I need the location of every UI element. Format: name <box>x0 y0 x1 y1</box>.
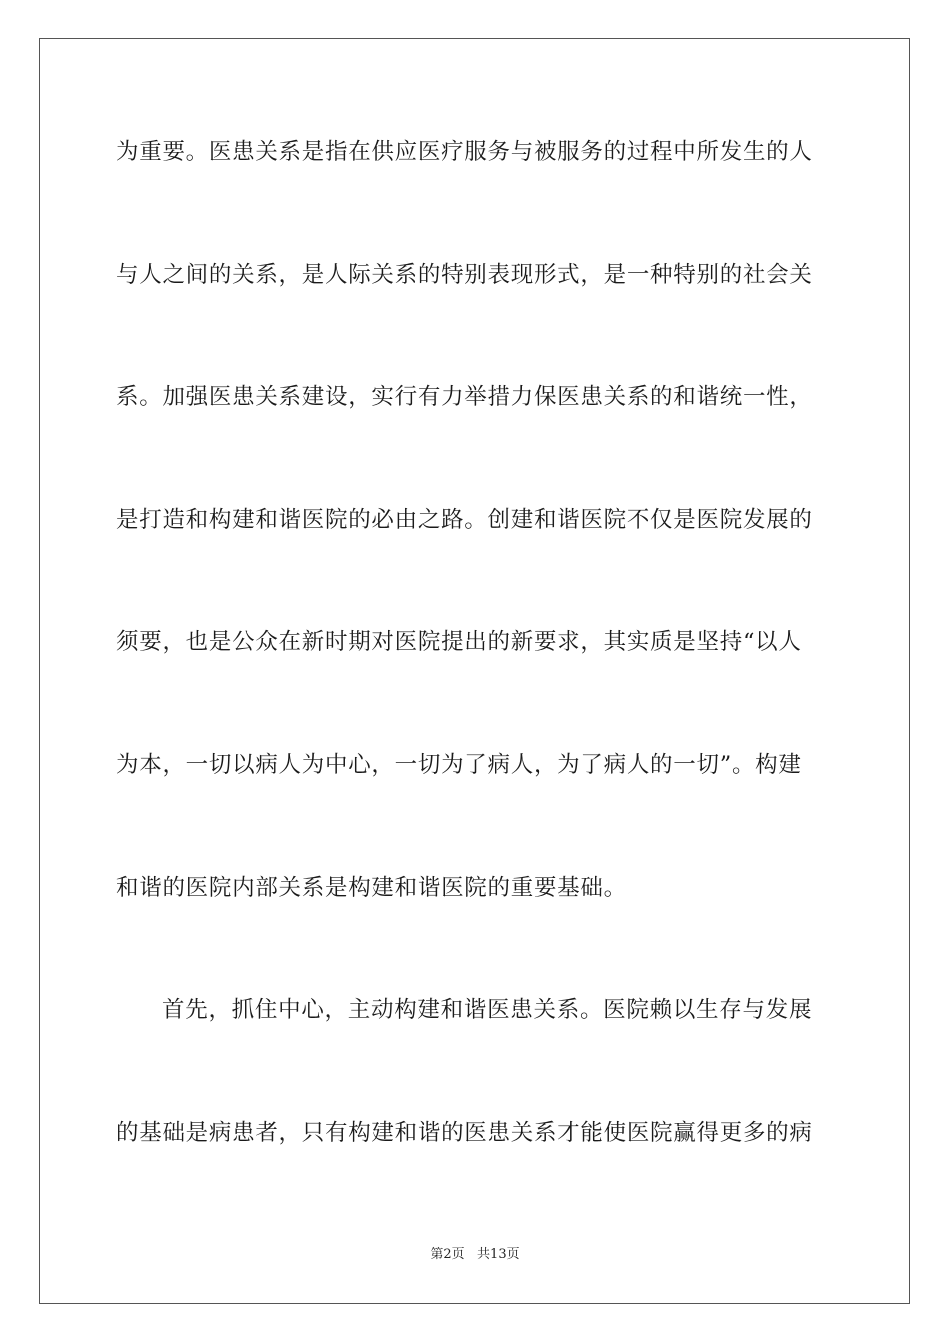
body-line-9: 的基础是病患者，只有构建和谐的医患关系才能使医院赢得更多的病 <box>116 1119 813 1146</box>
body-line-4: 是打造和构建和谐医院的必由之路。创建和谐医院不仅是医院发展的 <box>116 506 813 533</box>
document-body <box>116 122 836 1225</box>
body-line-2: 与人之间的关系，是人际关系的特别表现形式，是一种特别的社会关 <box>116 261 813 288</box>
body-line-6: 为本，一切以病人为中心，一切为了病人，为了病人的一切”。构建 <box>116 751 802 778</box>
page-number-footer: 第2页 共13页 <box>430 1247 520 1262</box>
body-line-1: 为重要。医患关系是指在供应医疗服务与被服务的过程中所发生的人 <box>116 139 813 165</box>
body-line-5: 须要，也是公众在新时期对医院提出的新要求，其实质是坚持“以人 <box>116 629 802 656</box>
body-line-3: 系。加强医患关系建设，实行有力举措力保医患关系的和谐统一性， <box>116 384 813 411</box>
body-line-8: 首先，抓住中心，主动构建和谐医患关系。医院赖以生存与发展 <box>162 997 813 1024</box>
body-line-7: 和谐的医院内部关系是构建和谐医院的重要基础。 <box>116 874 627 901</box>
